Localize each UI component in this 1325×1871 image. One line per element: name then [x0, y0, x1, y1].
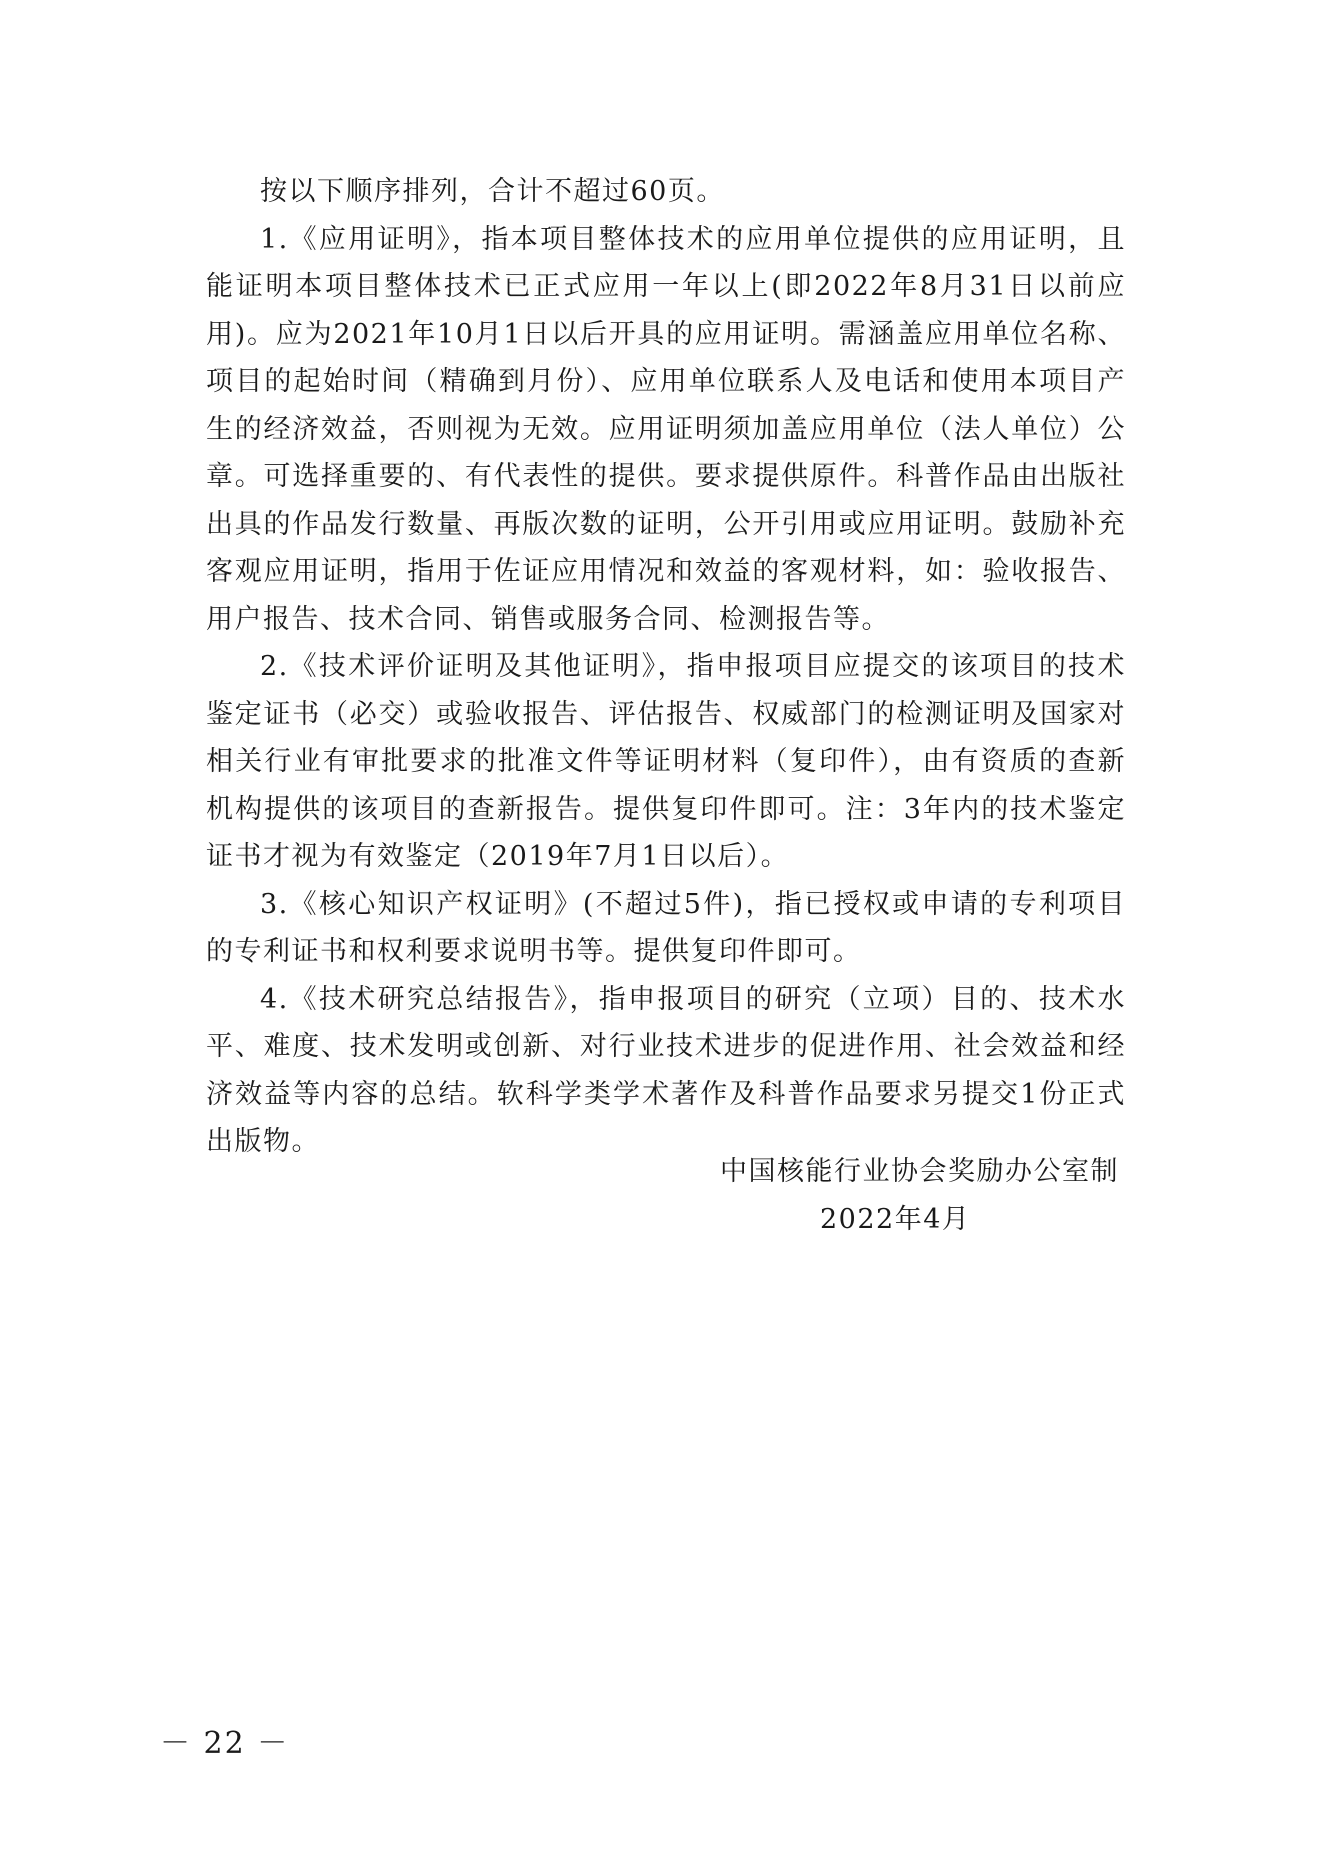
document-body: [206, 168, 1126, 1166]
signature-block: [720, 1148, 1140, 1244]
signature-date: 2022年4月: [820, 1204, 971, 1235]
page-number: － 22 －: [160, 1726, 290, 1761]
paragraph-technical-evaluation: 2.《技术评价证明及其他证明》，指申报项目应提交的该项目的技术鉴定证书（必交）或验收报告、评估报告、权威部门的检测证明及国家对相关行业有审批要求的批准文件等证明材料（复印件），由有资质的查新机构提供的该项目的查新报告。提供复印件即可。注：3年内的技术鉴定证书才视为有效鉴定（2019年7月1日以后）。: [206, 651, 1126, 872]
paragraph-application-proof: 1.《应用证明》，指本项目整体技术的应用单位提供的应用证明，且能证明本项目整体技术已正式应用一年以上(即2022年8月31日以前应用)。应为2021年10月1日以后开具的应用证明。需涵盖应用单位名称、项目的起始时间（精确到月份）、应用单位联系人及电话和使用本项目产生的经济效益，否则视为无效。应用证明须加盖应用单位（法人单位）公章。可选择重要的、有代表性的提供。要求提供原件。科普作品由出版社出具的作品发行数量、再版次数的证明，公开引用或应用证明。鼓励补充客观应用证明，指用于佐证应用情况和效益的客观材料，如：验收报告、用户报告、技术合同、销售或服务合同、检测报告等。: [206, 223, 1126, 635]
signature-organization: 中国核能行业协会奖励办公室制: [720, 1156, 1119, 1187]
paragraph-intro: 按以下顺序排列，合计不超过60页。: [260, 176, 725, 207]
paragraph-ip-proof: 3.《核心知识产权证明》(不超过5件)，指已授权或申请的专利项目的专利证书和权利要求说明书等。提供复印件即可。: [206, 888, 1126, 967]
paragraph-research-summary: 4.《技术研究总结报告》，指申报项目的研究（立项）目的、技术水平、难度、技术发明或创新、对行业技术进步的促进作用、社会效益和经济效益等内容的总结。软科学类学术著作及科普作品要求另提交1份正式出版物。: [206, 983, 1126, 1157]
